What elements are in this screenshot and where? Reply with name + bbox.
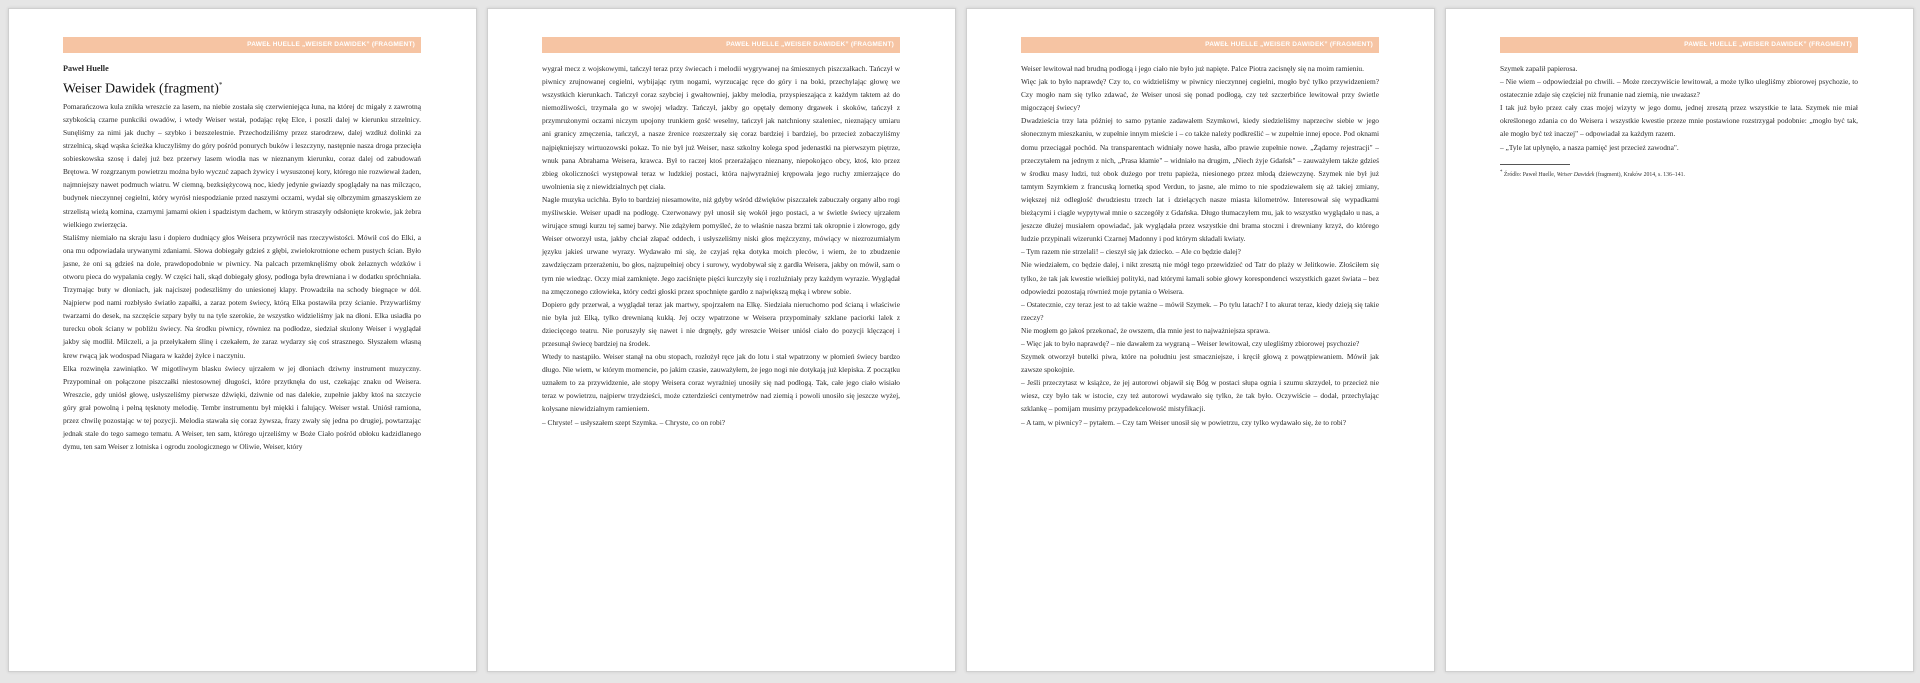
paragraph: – Ostatecznie, czy teraz jest to aż takie ważne – mówił Szymek. – Po tylu latach? I to akurat teraz, kiedy dzieją się takie rzeczy? bbox=[1021, 299, 1379, 322]
paragraph: I tak już było przez cały czas mojej wizyty w jego domu, jednej zresztą przez wszystkie te lata. Szymek nie miał określonego zdania co do Weisera i wszystkie kwestie przeze mnie postawione rozstrzygał podobnie: „mogło być tak, ale mogło być też inaczej" – odpowiadał za każdym razem. bbox=[1500, 103, 1858, 139]
paragraph: Weiser lewitował nad brudną podłogą i jego ciało nie było już napięte. Palce Piotra zacisnęły się na moim ramieniu. bbox=[1021, 64, 1364, 73]
page-2 bbox=[487, 8, 956, 672]
page-body bbox=[63, 62, 421, 453]
paragraph: – A tam, w piwnicy? – pytałem. – Czy tam Weiser unosił się w powietrzu, czy tylko wydawało się, że to robi? bbox=[1021, 417, 1346, 427]
paragraph: Więc jak to było naprawdę? Czy to, co widzieliśmy w piwnicy nieczynnej cegielni, mogło być tylko przywidzeniem? Czy mogło nam się tylko zdawać, że Weiser unosi się ponad podłogą, czy też szczerbińce lewitował przy świetle migoczącej świecy? bbox=[1021, 77, 1379, 113]
footnote: * Źródło: Paweł Huelle, Weiser Dawidek (fragment), Kraków 2014, s. 136–141. bbox=[1500, 169, 1685, 178]
page-header: PAWEŁ HUELLE „WEISER DAWIDEK” (FRAGMENT) bbox=[1021, 37, 1379, 53]
paragraph: – Tym razem nie strzelali! – cieszył się jak dziecko. – Ale co będzie dalej? bbox=[1021, 247, 1241, 257]
paragraph: Nie mogłem go jakoś przekonać, że owszem, dla mnie jest to najważniejsza sprawa. bbox=[1021, 325, 1270, 335]
paragraph: Staliśmy niemiało na skraju lasu i dopiero dudniący głos Weisera przywrócił nas rzeczywistości. Mówił coś do Elki, a ona mu odpowiadała urywanymi zdaniami. Słowa dobiegały gdzieś z głębi, zwielokrotnione echem pustych ścian. Było jasne, że oni są gdzieś na dole, prawdopodobnie w piwnicy. Na palcach przemknęliśmy obok żelaznych wózków i otworu pieca do wypalania cegły. W części hali, skąd dobiegały głosy, podłoga była drewniana i w dodatku spróchniała. Trzymając buty w dłoniach, jak najciszej podeszliśmy do uniesionej klapy. Prowadziła na schody biegnące w dół. Najpierw pod nami rozbłysło światło zapałki, a zaraz potem świecy, którą Elka postawiła przy ścianie. Przywarliśmy twarzami do desek, na szczęście szpary były tu na tyle szerokie, że wszystko widzieliśmy jak na dłoni. Elka usiadła po turecku obok ściany w pobliżu świecy. Na środku piwnicy, równiez na podłodze, siedział skulony Weiser i wyglądał jakby się modlił. Milczeli, a ja przełykałem ślinę i czekałem, że zaraz wydarzy się coś strasznego. Słyszałem własną krew rwącą jak wodospad Niagara w każdej żyłce i naczyniu. bbox=[63, 232, 421, 360]
paragraph: Szymek otworzył butelki piwa, które na południu jest smaczniejsze, i kręcił głową z powątpiewaniem. Mówił jak zawsze spokojnie. bbox=[1021, 352, 1379, 375]
page-header: PAWEŁ HUELLE „WEISER DAWIDEK” (FRAGMENT) bbox=[63, 37, 421, 53]
page-1 bbox=[8, 8, 477, 672]
author-name: Paweł Huelle bbox=[63, 64, 109, 73]
paragraph: wygrał mecz z wojskowymi, tańczył teraz przy świecach i melodii wygrywanej na śmiesznych piszczałkach. Tańczył w piwnicy zrujnowanej cegielni, wybijając rytm nogami, wyrzucając ręce do góry i na boki, przechylając głowę we wszystkich kierunkach. Tańczył coraz szybciej i gwałtowniej, jakby melodia, przyspieszająca z każdym taktem aż do niemożliwości, trzymała go w swojej władzy. Tańczył, jakby go opętały demony drgawek i skoków, tańczył z przymrużonymi oczami niczym upojony trunkiem gość weselny, tańczył jak natchniony szaleniec, nieznający umiaru ani granicy zmęczenia, tańczył, a nasze źrenice rozszerzały się coraz bardziej i bardziej, bo przecież zobaczyliśmy najpiękniejszy wirtuozowski pokaz. To nie był już Weiser, nasz szkolny kolega spod jedenastki na pierwszym piętrze, wnuk pana Abrahama Weisera, krawca. Był to raczej ktoś przerażająco nieznany, niepokojąco obcy, ktoś, kto przez zbieg okoliczności występował teraz w ludzkiej postaci, która najwyraźniej krępowała jego ruchy zmierzające do uwolnienia się z niewidzialnych pęt ciała. bbox=[542, 64, 900, 191]
paragraph: Nagle muzyka ucichła. Było to bardziej niesamowite, niż gdyby wśród dźwięków piszczałek zabuczały organy albo rogi myśliwskie. Weiser upadł na podłogę. Czerwonawy pył unosił się wokół jego postaci, a w świetle świecy ujrzałem wirujące smugi kurzu tej samej barwy. Nie zdążyłem pomyśleć, że to właśnie nasza brzmi tak okropnie i złowrogo, gdy Weiser otworzył usta, jakby chciał złapać oddech, i usłyszeliśmy niski głos mężczyzny, mówiący w niezrozumiałym języku jakieś urwane wyrazy. Wydawało mi się, że czyjaś ręka dotyka moich pleców, i wiem, że to zbudzenie zawdzięczam przerażeniu, bo głos, najzupełniej obcy i surowy, wydobywał się z gardła Weisera, jakby on mówił, sam o tym nie wiedząc. Oczy miał zamknięte. Jego zaciśnięte pięści kurczyły się i rozluźniały przy każdym wyrazie. Wyglądał na zmęczonego człowieka, który cedzi głoski przez spochnięte gardło z największą męką i wbrew sobie. bbox=[542, 194, 900, 296]
paragraph: Elka rozwinęła zawiniątko. W migotliwym blasku świecy ujrzałem w jej dłoniach dziwny instrument muzyczny. Przypominał on połączone piszczałki niestosownej długości, które przytknęła do ust, czekając znaku od Weisera. Wreszcie, gdy uniósł głowę, usłyszeliśmy pierwsze dźwięki, dziwnie od nas dalekie, zupełnie jakby ktoś na szczycie góry grał powolną i pełną tęsknoty melodię. Tembr instrumentu był miękki i falujący. Weiser wstał. Uniósł ramiona, przez chwilę pozostając w tej pozycji. Melodia stawała się coraz żywsza, frazy zwały się jedna po drugiej, powtarzając jednak stale do tego samego tematu. A Weiser, ten sam, którego ujrzeliśmy w Boże Ciało pośród obłoku kadzidlanego dymu, ten sam Weiser z lotniska i ogrodu zoologicznego w Oliwie, Weiser, który bbox=[63, 363, 421, 452]
page-body bbox=[1021, 62, 1379, 429]
page-body bbox=[542, 62, 900, 429]
paragraph: Nie wiedziałem, co będzie dalej, i nikt zresztą nie mógł tego przewidzieć od Tatr do plaży w Jelitkowie. Złościłem się tylko, że tak jak kwestie wielkiej polityki, nad którymi łamali sobie głowy korespondenci wszystkich gazet świata – bez odpowiedzi pozostają również moje pytania o Weisera. bbox=[1021, 260, 1379, 296]
page-3 bbox=[966, 8, 1435, 672]
paragraph: Wtedy to nastąpiło. Weiser stanął na obu stopach, rozłożył ręce jak do lotu i stał wpatrzony w płomień świecy bardzo długo. Nie wiem, w którym momencie, po jakim czasie, zauważyłem, że jego nogi nie dotykają już klepiska. Z początku uznałem to za przywidzenie, ale stopy Weisera coraz wyraźniej unosiły się nad podłogą. Tak, całe jego ciało wisiało teraz w powietrzu, najpierw trzydzieści, może czterdzieści centymetrów nad ziemią i powoli unosiło się jeszcze wyżej, kołysane niewidzialnym ramieniem. bbox=[542, 352, 900, 414]
paragraph: – „Tyle lat upłynęło, a nasza pamięć jest przecież zawodna". bbox=[1500, 142, 1679, 152]
document-title: Weiser Dawidek (fragment)* bbox=[63, 81, 223, 97]
paragraph: – Jeśli przeczytasz w książce, że jej autorowi objawił się Bóg w postaci słupa ognia i szumu skrzydeł, to przecież nie wiesz, czy było tak w istocie, czy też autorowi wydawało się tylko, że tak było. Oczywiście – dodał, przechylając szklankę – pomijam musimy przypadekcelowość mistyfikacji. bbox=[1021, 378, 1379, 414]
page-header: PAWEŁ HUELLE „WEISER DAWIDEK” (FRAGMENT) bbox=[542, 37, 900, 53]
page-4 bbox=[1445, 8, 1914, 672]
paragraph: – Chryste! – usłyszałem szept Szymka. – Chryste, co on robi? bbox=[542, 417, 726, 427]
paragraph: Dopiero gdy przerwał, a wyglądał teraz jak martwy, spojrzałem na Elkę. Siedziała nieruchomo pod ścianą i właściwie nie była już Elką, tylko drewnianą kukłą. Jej oczy wpatrzone w Weisera przypominały szklane paciorki lalek z dziecięcego teatru. Nie poruszyły się nawet i nie drgnęły, gdy wreszcie Weiser uniósł ciało do pozycji klęczącej i przesunął świecę bardziej na środek. bbox=[542, 299, 900, 348]
paragraph: Pomarańczowa kula znikła wreszcie za lasem, na niebie została się czerwieniejąca łuna, na której dc migały z zawrotną szybkością czarne punkciki owadów, i wtedy Weiser wstał, podając rękę Elce, i poszli dalej w kierunku strzelnicy. Sunęliśmy za nimi jak duchy – szybko i bezszelestnie. Przechodziliśmy przez starodrzew, dalej wzdłuż dolinki za strzelnicą, skąd wąska ścieżka kluczyliśmy do góry pośród ponurych buków i leszczyny, następnie nasza droga przecięła sobieskowska szosę i dalej już bez przerwy lasem wiodła nas w nieznanym kierunku, coraz dalej od zabudowań Brętowa. W rozgrzanym powietrzu można było wyczuć zapach żywicy i wysuszonej kory, którego nie rozwiewał żaden, najmniejszy nawet podmuch wiatru. W ciemną, bezksiężycową noc, kiedy jedynie gwiazdy spoglądały na nas milcząco, budynek nieczynnej cegielni, który wyrósł niespodzianie przed naszymi oczami, wydał się olbrzymim gmaszyskiem ze strzelistą wieżą komina, czarnymi jamami okien i spadzistym dachem, w którym straszyły odsłonięte krokwie, jak żebra wielkiego zwierzęcia. bbox=[63, 101, 421, 229]
paragraph: Dwadzieścia trzy lata później to samo pytanie zadawałem Szymkowi, kiedy siedzieliśmy naprzeciw siebie w jego słonecznym mieszkaniu, w zupełnie innym mieście i – co także należy podkreślić – w zupełnie innej epoce. Pod oknami domu przeciągał pochód. Na transparentach widniały nowe hasła, albo prawie zupełnie nowe. „Żądamy rejestracji" – przeczytałem na jednym z nich, „Prasa kłamie" – widniało na drugim, „Niech żyje Gdańsk" – zauważyłem także gdzieś w środku masy ludzi, tuż obok dużego por tretu papieża, niesionego przez młodą dziewczynę. Szymek nie był już tamtym Szymkiem z francuską lornetką spod Verdun, to jasne, ale mimo to nie spodziewałem się aż takiej zmiany, większej niż odległość dwudziestu trzech lat i dzielących nasze miasta kilometrów. Interesował się wypadkami bieżącymi i ciągle wypytywał mnie o szczegóły z Gdańska. Długo tłumaczyłem mu, jak to wszystko wyglądało u nas, a jeszcze dłużej musiałem opowiadać, jak wyglądała przez wszystkie dni brama stoczni i drewniany krzyż, do którego ludzie przypinali wizerunki Czarnej Madonny i pod którym składali kwiaty. bbox=[1021, 116, 1379, 244]
footnote-separator bbox=[1500, 164, 1570, 165]
page-header: PAWEŁ HUELLE „WEISER DAWIDEK” (FRAGMENT) bbox=[1500, 37, 1858, 53]
paragraph: Szymek zapalił papierosa. bbox=[1500, 64, 1578, 73]
footnote-reference: * bbox=[218, 81, 223, 90]
paragraph: – Więc jak to było naprawdę? – nie dawałem za wygraną – Weiser lewitował, czy ulegliśmy zbiorowej psychozie? bbox=[1021, 338, 1360, 348]
page-body bbox=[1500, 62, 1858, 180]
paragraph: – Nie wiem – odpowiedział po chwili. – Może rzeczywiście lewitował, a może tylko ulegliśmy zbiorowej psychozie, to ostatecznie zdaje się częściej niż frunanie nad ziemią, nie uważasz? bbox=[1500, 77, 1858, 100]
